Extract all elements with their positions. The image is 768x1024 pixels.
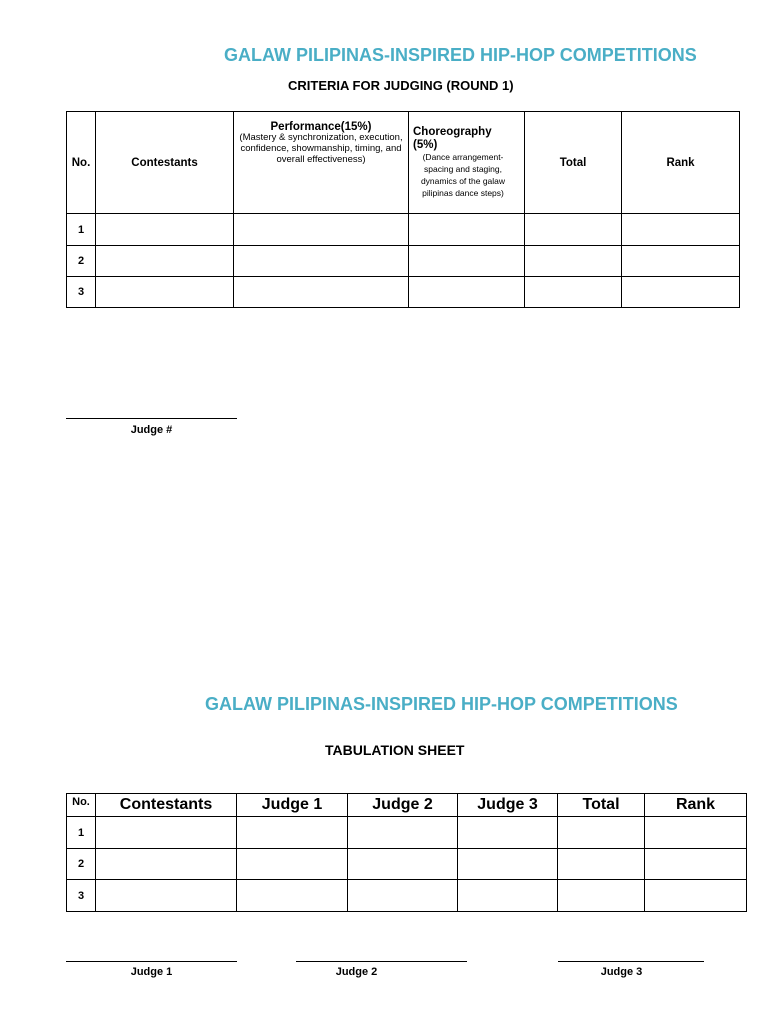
judge1-cell[interactable] bbox=[237, 880, 348, 912]
contestant-cell[interactable] bbox=[96, 880, 237, 912]
header-performance bbox=[234, 112, 409, 214]
contestant-cell[interactable] bbox=[96, 277, 234, 308]
row-number: 3 bbox=[67, 880, 96, 912]
performance-title: Performance(15%) bbox=[270, 121, 372, 133]
table-row bbox=[67, 277, 740, 308]
contestant-cell[interactable] bbox=[96, 214, 234, 246]
criteria-subtitle: CRITERIA FOR JUDGING (ROUND 1) bbox=[288, 78, 514, 93]
table-row bbox=[67, 817, 747, 849]
table-row bbox=[67, 246, 740, 277]
total-cell[interactable] bbox=[558, 880, 645, 912]
performance-description: (Mastery & synchronization, execution, confidence, showmanship, timing, and overall effectiveness) bbox=[239, 132, 403, 165]
header-total: Total bbox=[558, 794, 645, 817]
table-row bbox=[67, 214, 740, 246]
criteria-header-row bbox=[67, 112, 740, 214]
header-rank: Rank bbox=[622, 112, 740, 214]
judge3-cell[interactable] bbox=[458, 817, 558, 849]
judge1-signature-label: Judge 1 bbox=[130, 966, 173, 978]
contestant-cell[interactable] bbox=[96, 849, 237, 880]
judge2-cell[interactable] bbox=[348, 849, 458, 880]
judge1-cell[interactable] bbox=[237, 817, 348, 849]
performance-cell[interactable] bbox=[234, 246, 409, 277]
performance-cell[interactable] bbox=[234, 214, 409, 246]
total-cell[interactable] bbox=[525, 246, 622, 277]
header-contestants: Contestants bbox=[96, 112, 234, 214]
rank-cell[interactable] bbox=[622, 214, 740, 246]
judge2-signature-line bbox=[296, 961, 467, 962]
rank-cell[interactable] bbox=[645, 880, 747, 912]
header-judge-3: Judge 3 bbox=[458, 794, 558, 817]
performance-cell[interactable] bbox=[234, 277, 409, 308]
header-judge-2: Judge 2 bbox=[348, 794, 458, 817]
tabulation-table bbox=[66, 793, 747, 912]
judge-signature-label: Judge # bbox=[130, 424, 173, 436]
judge3-cell[interactable] bbox=[458, 849, 558, 880]
header-contestants: Contestants bbox=[96, 794, 237, 817]
judge2-signature-label: Judge 2 bbox=[335, 966, 378, 978]
judge3-signature-line bbox=[558, 961, 704, 962]
judge3-signature-label: Judge 3 bbox=[600, 966, 643, 978]
tabulation-title: GALAW PILIPINAS-INSPIRED HIP-HOP COMPETITIONS bbox=[205, 694, 678, 714]
rank-cell[interactable] bbox=[622, 246, 740, 277]
choreography-cell[interactable] bbox=[409, 277, 525, 308]
tabulation-subtitle: TABULATION SHEET bbox=[325, 742, 465, 758]
judge2-cell[interactable] bbox=[348, 880, 458, 912]
criteria-title: GALAW PILIPINAS-INSPIRED HIP-HOP COMPETITIONS bbox=[224, 45, 697, 65]
judge3-cell[interactable] bbox=[458, 880, 558, 912]
header-total: Total bbox=[525, 112, 622, 214]
judge1-cell[interactable] bbox=[237, 849, 348, 880]
judge-signature-line bbox=[66, 418, 237, 419]
choreography-cell[interactable] bbox=[409, 246, 525, 277]
rank-cell[interactable] bbox=[622, 277, 740, 308]
judge1-signature-line bbox=[66, 961, 237, 962]
total-cell[interactable] bbox=[558, 817, 645, 849]
header-rank: Rank bbox=[645, 794, 747, 817]
header-no: No. bbox=[67, 112, 96, 214]
total-cell[interactable] bbox=[525, 214, 622, 246]
choreography-cell[interactable] bbox=[409, 214, 525, 246]
rank-cell[interactable] bbox=[645, 849, 747, 880]
table-row bbox=[67, 849, 747, 880]
row-number: 2 bbox=[67, 849, 96, 880]
contestant-cell[interactable] bbox=[96, 246, 234, 277]
header-judge-1: Judge 1 bbox=[237, 794, 348, 817]
table-row bbox=[67, 880, 747, 912]
row-number: 1 bbox=[67, 214, 96, 246]
contestant-cell[interactable] bbox=[96, 817, 237, 849]
rank-cell[interactable] bbox=[645, 817, 747, 849]
choreography-title: Choreography (5%) bbox=[413, 125, 492, 151]
total-cell[interactable] bbox=[525, 277, 622, 308]
row-number: 3 bbox=[67, 277, 96, 308]
row-number: 1 bbox=[67, 817, 96, 849]
total-cell[interactable] bbox=[558, 849, 645, 880]
row-number: 2 bbox=[67, 246, 96, 277]
criteria-table bbox=[66, 111, 740, 308]
header-no: No. bbox=[67, 794, 96, 817]
header-choreography bbox=[409, 112, 525, 214]
choreography-description: (Dance arrangement-spacing and staging, dynamics of the galaw pilipinas dance steps) bbox=[420, 151, 506, 198]
judge2-cell[interactable] bbox=[348, 817, 458, 849]
tabulation-header-row bbox=[67, 794, 747, 817]
